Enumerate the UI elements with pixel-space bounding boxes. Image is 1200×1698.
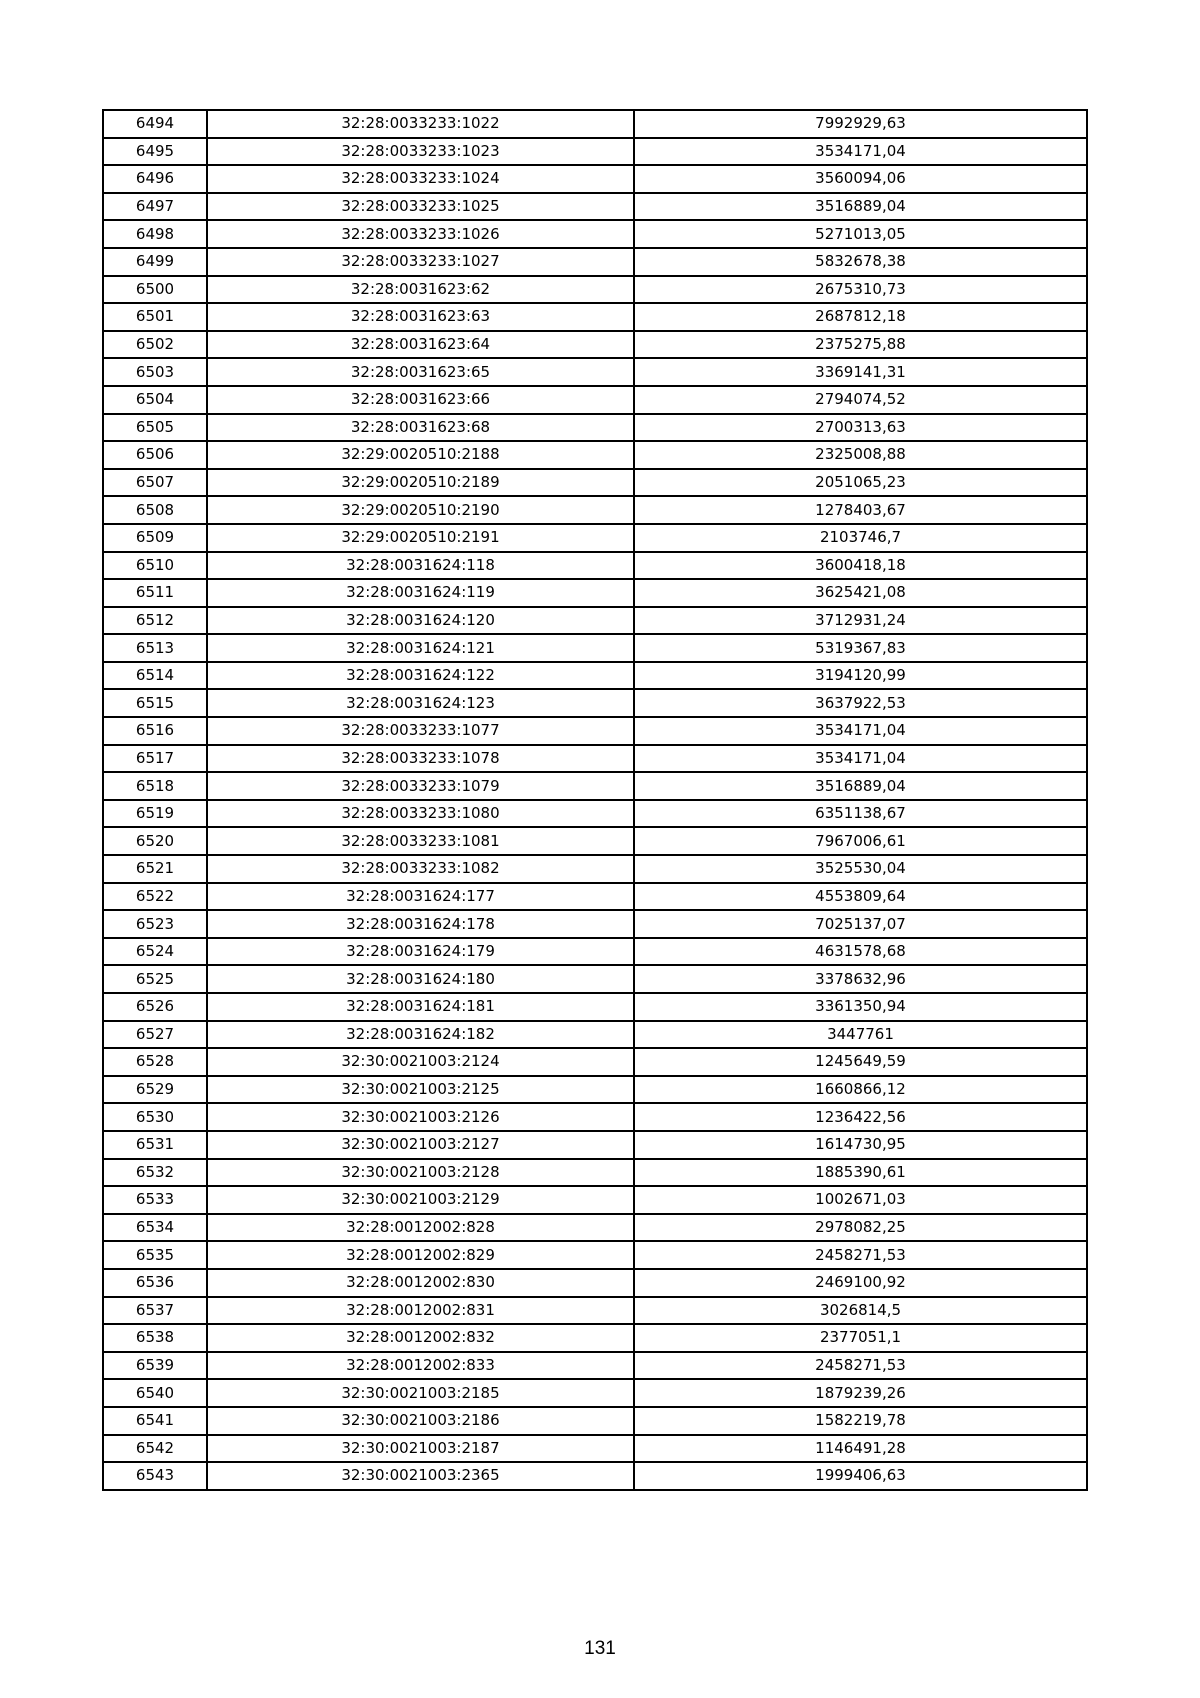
- cadastral-number-cell: 32:28:0031623:66: [207, 386, 634, 414]
- cadastral-number-cell: 32:29:0020510:2190: [207, 496, 634, 524]
- value-cell: 3637922,53: [634, 689, 1087, 717]
- value-cell: 6351138,67: [634, 800, 1087, 828]
- cadastral-number-cell: 32:28:0031623:63: [207, 303, 634, 331]
- value-cell: 1245649,59: [634, 1048, 1087, 1076]
- value-cell: 2377051,1: [634, 1324, 1087, 1352]
- cadastral-number-cell: 32:28:0012002:831: [207, 1297, 634, 1325]
- row-number-cell: 6522: [103, 883, 207, 911]
- row-number-cell: 6515: [103, 689, 207, 717]
- value-cell: 1002671,03: [634, 1186, 1087, 1214]
- table-row: [103, 552, 1087, 580]
- row-number-cell: 6523: [103, 910, 207, 938]
- value-cell: 2051065,23: [634, 469, 1087, 497]
- cadastral-number-cell: 32:28:0031624:119: [207, 579, 634, 607]
- table-row: [103, 358, 1087, 386]
- table-row: [103, 1131, 1087, 1159]
- value-cell: 3516889,04: [634, 772, 1087, 800]
- value-cell: 2700313,63: [634, 414, 1087, 442]
- cadastral-number-cell: 32:28:0033233:1022: [207, 110, 634, 138]
- row-number-cell: 6521: [103, 855, 207, 883]
- value-cell: 3534171,04: [634, 717, 1087, 745]
- cadastral-number-cell: 32:30:0021003:2365: [207, 1462, 634, 1490]
- row-number-cell: 6513: [103, 634, 207, 662]
- value-cell: 2325008,88: [634, 441, 1087, 469]
- cadastral-number-cell: 32:30:0021003:2126: [207, 1103, 634, 1131]
- row-number-cell: 6519: [103, 800, 207, 828]
- table-row: [103, 276, 1087, 304]
- table-row: [103, 1076, 1087, 1104]
- table-row: [103, 165, 1087, 193]
- value-cell: 1999406,63: [634, 1462, 1087, 1490]
- value-cell: 3560094,06: [634, 165, 1087, 193]
- value-cell: 1278403,67: [634, 496, 1087, 524]
- value-cell: 2103746,7: [634, 524, 1087, 552]
- cadastral-number-cell: 32:30:0021003:2124: [207, 1048, 634, 1076]
- table-row: [103, 827, 1087, 855]
- cadastral-number-cell: 32:28:0033233:1077: [207, 717, 634, 745]
- cadastral-number-cell: 32:28:0031624:182: [207, 1021, 634, 1049]
- row-number-cell: 6506: [103, 441, 207, 469]
- table-row: [103, 1103, 1087, 1131]
- cadastral-number-cell: 32:28:0012002:830: [207, 1269, 634, 1297]
- row-number-cell: 6512: [103, 607, 207, 635]
- cadastral-number-cell: 32:29:0020510:2191: [207, 524, 634, 552]
- row-number-cell: 6525: [103, 965, 207, 993]
- value-cell: 7992929,63: [634, 110, 1087, 138]
- table-row: [103, 1352, 1087, 1380]
- table-row: [103, 883, 1087, 911]
- cadastral-number-cell: 32:28:0031623:62: [207, 276, 634, 304]
- row-number-cell: 6542: [103, 1435, 207, 1463]
- value-cell: 3525530,04: [634, 855, 1087, 883]
- row-number-cell: 6526: [103, 993, 207, 1021]
- value-cell: 5832678,38: [634, 248, 1087, 276]
- table-row: [103, 138, 1087, 166]
- table-row: [103, 1269, 1087, 1297]
- table-row: [103, 1159, 1087, 1187]
- table-row: [103, 1297, 1087, 1325]
- row-number-cell: 6538: [103, 1324, 207, 1352]
- table-row: [103, 745, 1087, 773]
- value-cell: 7025137,07: [634, 910, 1087, 938]
- row-number-cell: 6510: [103, 552, 207, 580]
- cadastral-number-cell: 32:28:0012002:833: [207, 1352, 634, 1380]
- row-number-cell: 6499: [103, 248, 207, 276]
- cadastral-number-cell: 32:30:0021003:2187: [207, 1435, 634, 1463]
- cadastral-number-cell: 32:29:0020510:2188: [207, 441, 634, 469]
- row-number-cell: 6504: [103, 386, 207, 414]
- row-number-cell: 6541: [103, 1407, 207, 1435]
- row-number-cell: 6529: [103, 1076, 207, 1104]
- cadastral-number-cell: 32:28:0031624:123: [207, 689, 634, 717]
- value-cell: 3534171,04: [634, 138, 1087, 166]
- table-row: [103, 662, 1087, 690]
- value-cell: 4631578,68: [634, 938, 1087, 966]
- row-number-cell: 6530: [103, 1103, 207, 1131]
- value-cell: 1879239,26: [634, 1379, 1087, 1407]
- cadastral-number-cell: 32:28:0031624:179: [207, 938, 634, 966]
- table-row: [103, 441, 1087, 469]
- row-number-cell: 6520: [103, 827, 207, 855]
- cadastral-number-cell: 32:28:0031624:120: [207, 607, 634, 635]
- table-row: [103, 910, 1087, 938]
- table-row: [103, 1324, 1087, 1352]
- value-cell: 2458271,53: [634, 1241, 1087, 1269]
- table-row: [103, 1048, 1087, 1076]
- table-row: [103, 331, 1087, 359]
- row-number-cell: 6501: [103, 303, 207, 331]
- row-number-cell: 6505: [103, 414, 207, 442]
- table-row: [103, 800, 1087, 828]
- table-row: [103, 1186, 1087, 1214]
- table-row: [103, 993, 1087, 1021]
- row-number-cell: 6539: [103, 1352, 207, 1380]
- row-number-cell: 6503: [103, 358, 207, 386]
- cadastral-number-cell: 32:29:0020510:2189: [207, 469, 634, 497]
- value-cell: 2469100,92: [634, 1269, 1087, 1297]
- cadastral-number-cell: 32:28:0012002:829: [207, 1241, 634, 1269]
- table-row: [103, 855, 1087, 883]
- cadastral-number-cell: 32:28:0033233:1024: [207, 165, 634, 193]
- row-number-cell: 6536: [103, 1269, 207, 1297]
- value-cell: 1582219,78: [634, 1407, 1087, 1435]
- cadastral-number-cell: 32:28:0033233:1078: [207, 745, 634, 773]
- value-cell: 7967006,61: [634, 827, 1087, 855]
- row-number-cell: 6532: [103, 1159, 207, 1187]
- cadastral-number-cell: 32:30:0021003:2128: [207, 1159, 634, 1187]
- cadastral-number-cell: 32:30:0021003:2129: [207, 1186, 634, 1214]
- cadastral-number-cell: 32:28:0033233:1027: [207, 248, 634, 276]
- cadastral-number-cell: 32:28:0012002:828: [207, 1214, 634, 1242]
- cadastral-number-cell: 32:30:0021003:2185: [207, 1379, 634, 1407]
- table-row: [103, 689, 1087, 717]
- table-row: [103, 965, 1087, 993]
- value-cell: 1614730,95: [634, 1131, 1087, 1159]
- row-number-cell: 6509: [103, 524, 207, 552]
- cadastral-number-cell: 32:28:0031624:180: [207, 965, 634, 993]
- row-number-cell: 6537: [103, 1297, 207, 1325]
- table-row: [103, 496, 1087, 524]
- table-row: [103, 248, 1087, 276]
- row-number-cell: 6508: [103, 496, 207, 524]
- value-cell: 3447761: [634, 1021, 1087, 1049]
- table-row: [103, 1407, 1087, 1435]
- row-number-cell: 6518: [103, 772, 207, 800]
- row-number-cell: 6502: [103, 331, 207, 359]
- row-number-cell: 6535: [103, 1241, 207, 1269]
- table-row: [103, 579, 1087, 607]
- row-number-cell: 6511: [103, 579, 207, 607]
- row-number-cell: 6500: [103, 276, 207, 304]
- cadastral-number-cell: 32:28:0031624:178: [207, 910, 634, 938]
- cadastral-number-cell: 32:28:0031624:177: [207, 883, 634, 911]
- table-row: [103, 220, 1087, 248]
- value-cell: 2978082,25: [634, 1214, 1087, 1242]
- cadastral-value-table: [102, 109, 1088, 1491]
- value-cell: 3516889,04: [634, 193, 1087, 221]
- page-number: 131: [584, 1638, 616, 1659]
- value-cell: 2375275,88: [634, 331, 1087, 359]
- table-row: [103, 414, 1087, 442]
- table-row: [103, 717, 1087, 745]
- row-number-cell: 6498: [103, 220, 207, 248]
- row-number-cell: 6528: [103, 1048, 207, 1076]
- cadastral-number-cell: 32:30:0021003:2186: [207, 1407, 634, 1435]
- value-cell: 1236422,56: [634, 1103, 1087, 1131]
- table-row: [103, 469, 1087, 497]
- cadastral-number-cell: 32:30:0021003:2127: [207, 1131, 634, 1159]
- value-cell: 3534171,04: [634, 745, 1087, 773]
- row-number-cell: 6495: [103, 138, 207, 166]
- cadastral-number-cell: 32:28:0031624:122: [207, 662, 634, 690]
- table-row: [103, 524, 1087, 552]
- row-number-cell: 6516: [103, 717, 207, 745]
- cadastral-number-cell: 32:28:0033233:1082: [207, 855, 634, 883]
- cadastral-number-cell: 32:28:0031623:65: [207, 358, 634, 386]
- cadastral-number-cell: 32:28:0031623:68: [207, 414, 634, 442]
- cadastral-number-cell: 32:28:0031624:181: [207, 993, 634, 1021]
- table-row: [103, 386, 1087, 414]
- cadastral-number-cell: 32:28:0033233:1079: [207, 772, 634, 800]
- row-number-cell: 6540: [103, 1379, 207, 1407]
- row-number-cell: 6524: [103, 938, 207, 966]
- cadastral-number-cell: 32:28:0031624:121: [207, 634, 634, 662]
- table-row: [103, 193, 1087, 221]
- value-cell: 2458271,53: [634, 1352, 1087, 1380]
- table-row: [103, 1214, 1087, 1242]
- table-row: [103, 1379, 1087, 1407]
- table-row: [103, 634, 1087, 662]
- table-body: [103, 110, 1087, 1490]
- cadastral-number-cell: 32:28:0033233:1025: [207, 193, 634, 221]
- table-row: [103, 110, 1087, 138]
- table-row: [103, 1021, 1087, 1049]
- table-row: [103, 1462, 1087, 1490]
- row-number-cell: 6543: [103, 1462, 207, 1490]
- cadastral-number-cell: 32:28:0031623:64: [207, 331, 634, 359]
- value-cell: 3026814,5: [634, 1297, 1087, 1325]
- value-cell: 5271013,05: [634, 220, 1087, 248]
- value-cell: 5319367,83: [634, 634, 1087, 662]
- row-number-cell: 6494: [103, 110, 207, 138]
- row-number-cell: 6517: [103, 745, 207, 773]
- value-cell: 2675310,73: [634, 276, 1087, 304]
- cadastral-number-cell: 32:30:0021003:2125: [207, 1076, 634, 1104]
- value-cell: 1660866,12: [634, 1076, 1087, 1104]
- table-row: [103, 607, 1087, 635]
- row-number-cell: 6533: [103, 1186, 207, 1214]
- value-cell: 3194120,99: [634, 662, 1087, 690]
- row-number-cell: 6534: [103, 1214, 207, 1242]
- value-cell: 3361350,94: [634, 993, 1087, 1021]
- value-cell: 3378632,96: [634, 965, 1087, 993]
- value-cell: 3600418,18: [634, 552, 1087, 580]
- cadastral-number-cell: 32:28:0031624:118: [207, 552, 634, 580]
- table-row: [103, 1241, 1087, 1269]
- value-cell: 3625421,08: [634, 579, 1087, 607]
- value-cell: 1146491,28: [634, 1435, 1087, 1463]
- value-cell: 2687812,18: [634, 303, 1087, 331]
- row-number-cell: 6497: [103, 193, 207, 221]
- row-number-cell: 6531: [103, 1131, 207, 1159]
- value-cell: 3369141,31: [634, 358, 1087, 386]
- table-row: [103, 938, 1087, 966]
- row-number-cell: 6527: [103, 1021, 207, 1049]
- row-number-cell: 6514: [103, 662, 207, 690]
- table-row: [103, 303, 1087, 331]
- value-cell: 3712931,24: [634, 607, 1087, 635]
- cadastral-number-cell: 32:28:0033233:1023: [207, 138, 634, 166]
- cadastral-number-cell: 32:28:0033233:1081: [207, 827, 634, 855]
- cadastral-number-cell: 32:28:0033233:1026: [207, 220, 634, 248]
- value-cell: 4553809,64: [634, 883, 1087, 911]
- cadastral-number-cell: 32:28:0012002:832: [207, 1324, 634, 1352]
- cadastral-number-cell: 32:28:0033233:1080: [207, 800, 634, 828]
- row-number-cell: 6507: [103, 469, 207, 497]
- value-cell: 1885390,61: [634, 1159, 1087, 1187]
- table-row: [103, 1435, 1087, 1463]
- row-number-cell: 6496: [103, 165, 207, 193]
- table-row: [103, 772, 1087, 800]
- value-cell: 2794074,52: [634, 386, 1087, 414]
